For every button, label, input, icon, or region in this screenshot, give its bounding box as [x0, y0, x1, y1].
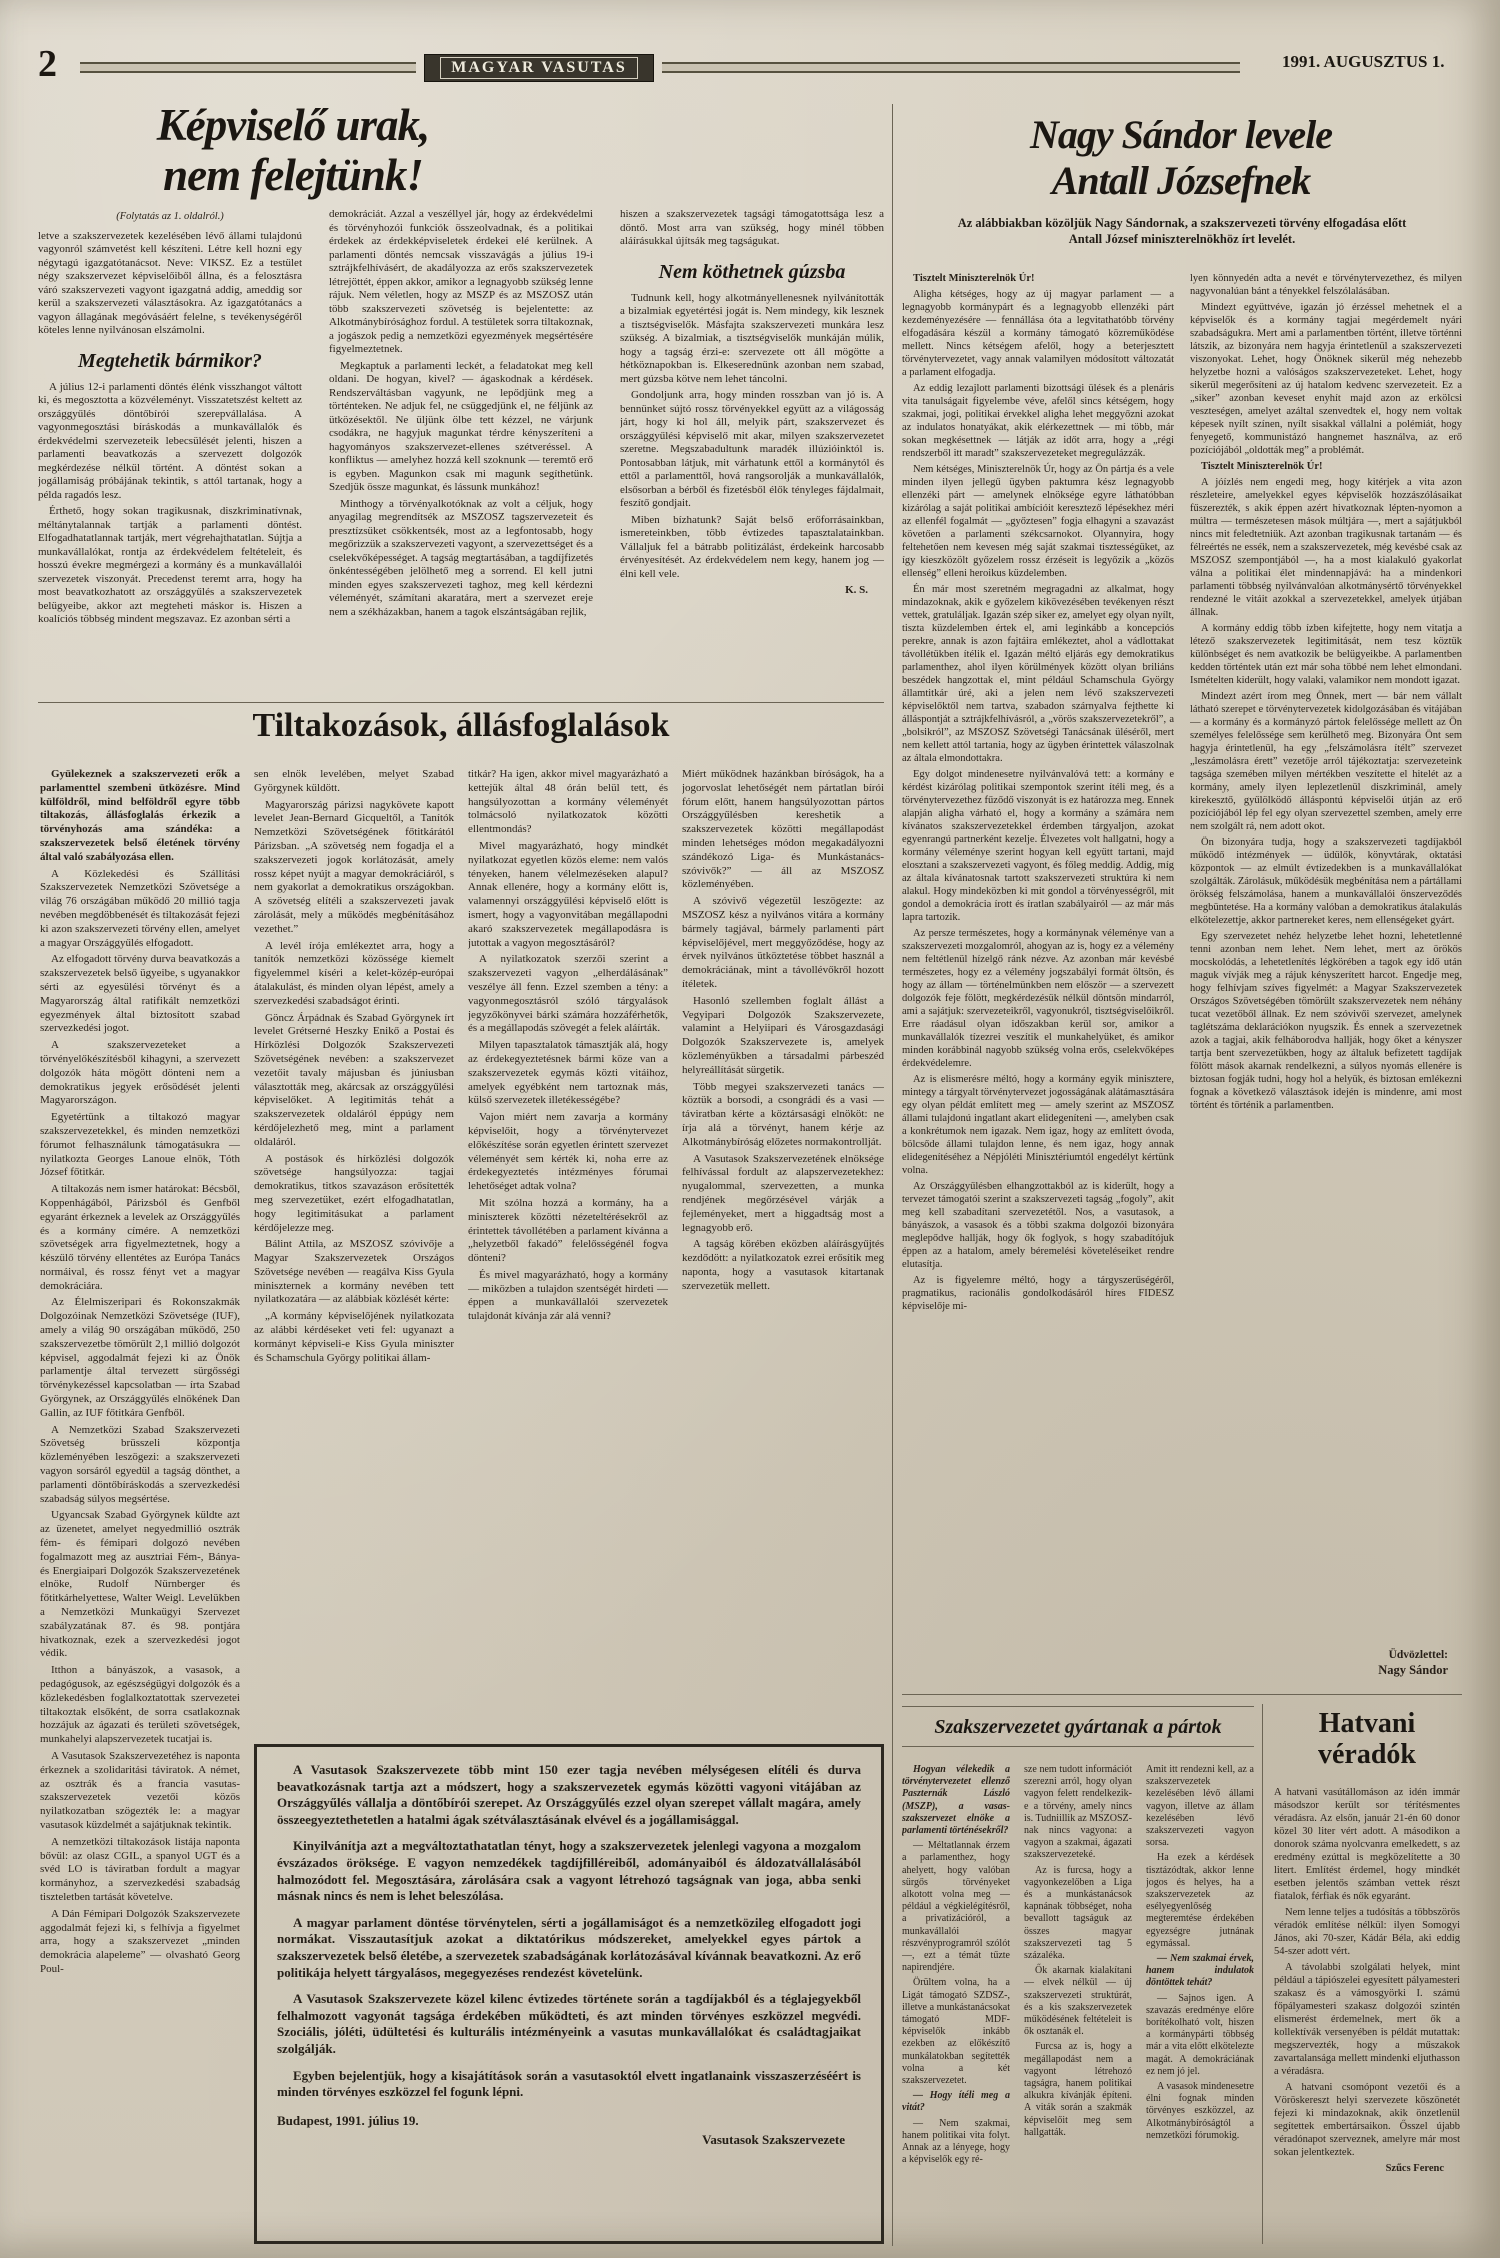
text-block: Az is furcsa, hogy a vagyonkezelőben a Liga és a munkástanácsok kapnának többséget, noha bevallott tagságuk az összes magyar szakszervezeti tag 5 százaléka. [1024, 1864, 1132, 1962]
text-block: — Nem szakmai, hanem politikai vita folyt. Annak az a lényege, hogy a képviselők egy ré- [902, 2117, 1010, 2166]
text-block: A Vasutasok Szakszervezete több mint 150 ezer tagja nevében mélységesen elítéli és durva beavatkozásnak tartja azt a módszert, hogy a szakszervezetek egymás közötti vagyoni vitájában az Országgyűlés vállalja a döntőbírói szerepet. Az Országgyűlés ezzel olyan szerepet vállalt magára, amely összeegyeztethetetlen a hatalmi ágak szétválasztásának elvével és a jogállamisággal. [277, 1762, 861, 1827]
protest-column-3 [468, 768, 668, 1728]
text-block: sze nem tudott információt szerezni arról, hogy olyan vagyon felett rendelkezik-e a törvény, amely nincs is. Tudniillik az MSZOSZ-nak nincs vagyona: a vagyon a szakmai, ágazati szakszervezeteké. [1024, 1764, 1132, 1861]
text-block: Mindezt együttvéve, igazán jó érzéssel mehetnek el a képviselők és a kormány tagjai megérdemelt nyári szabadságukra. Mert ami a parlamentben történt, illetve történni látszik, az bizonyára nem hagyja érintetlenül a szakszervezeti viszonyokat. Lehet, hogy Önöknek sikerül még nehezebb helyzetbe hozni a valóságos szakszervezeteket. Lehet, hogy sikerül megerősíteni az új hatalom kedvenc szervezeteit. Ez a „siker” azonban keveset enyhít majd azon az erkölcsi veszteségen, amelyet azáltal szenvedtek el, hogy nem voltak képesek nyílt színen, nyílt sisakkal vállalni a polémiát, hogy fenyegető, kommunistázó hangnemet használva, az erő pozíciójából „oldották meg” a problémát. [1190, 302, 1462, 456]
text-block: Megkaptuk a parlamenti leckét, a feladatokat meg kell oldani. De hogyan, kivel? — ágaskodnak a kérdések. Rendszerváltásban vagyunk, ne lepődjünk meg a történteken. Ne adjuk fel, ne csüggedjünk el, ne féljünk az ütközésektől. Ne üljünk ölbe tett kézzel, ne várjunk csodákra, ne hagyjuk magunkat térdre kényszeríteni a hagyományos szakszervezet-ellenes szétveréssel. A konfliktus — amelyhez hozzá kell szoknunk — teremtő erő is egyben. Magunkon csak mi magunk segíthetünk. Szedjük össze magunkat, és lássunk munkához! [329, 359, 593, 493]
protest-column-4 [682, 768, 884, 1728]
text-block: Hasonló szellemben foglalt állást a Vegyipari Dolgozók Szakszervezete, valamint a Helyiipari és Városgazdasági Dolgozók Szakszervezete is, amelyek közleményükben a társadalmi párbeszéd helyreállítását sürgetik. [682, 994, 884, 1076]
text-block: Mindezt azért írom meg Önnek, mert — bár nem vállalt látható szerepet e törvénytervezetek kidolgozásában és vitájában — a kormány és a kormányzó pártok felelőssége mellett az Ön személyes felelőssége sem kerülhető meg. Bizonyára Önt sem hagyja érintetlenül, ha egy „felszámolásra ítélt” szervezet „leszámolásra érett” vezetője arról tájékoztatja: szervezeteink tagsága szemében milyen mértékben veszítette el hitelét az a kormány, amely ilyen leplezetlenül diszkriminál, amely kirekesztő, gyűlölködő álláspontú képviselői útján az erő pozíciójából lép fel egy olyan szervezettel szemben, amely erre nem szolgált rá, nem adott okot. [1190, 691, 1462, 832]
text-block: demokráciát. Azzal a veszéllyel jár, hogy az érdekvédelmi és törvényhozói funkciók összeolvadnak, és a politikai érdekek az érdekképviseletek érdekei elé kerülnek. A parlamenti döntés nemcsak visszavágás a július 19-i sztrájkfelhívásért, de akadályozza az erős szakszervezetek létrejöttét, éppen akkor, amikor a legnagyobb szükség lenne rájuk. Nem véletlen, hogy az MSZP és az MSZOSZ után több szakszervezeti szövetség is bejelentette: az Alkotmánybírósághoz fordul. A testületek sorra tiltakoznak, a jogászok pedig a nemzetközi egyezmények megsértésére figyelmeztetnek. [329, 208, 593, 355]
parties-column-1 [902, 1764, 1010, 2244]
text-block: Amit itt rendezni kell, az a szakszervezetek kezelésében lévő állami vagyon, illetve az állam kezelésében lévő szakszervezeti vagyon sorsa. [1146, 1764, 1254, 1849]
text-block: A vasasok mindenesetre élni fognak minden törvényes eszközzel, az Alkotmánybíróságtól a nemzetközi fórumokig. [1146, 2081, 1254, 2141]
text-block: hiszen a szakszervezetek tagsági támogatottsága lesz a döntő. Most arra van szükség, hogy minél többen aláírásukkal újítsák meg tagságukat. [620, 208, 884, 247]
text-block: Tisztelt Miniszterelnök Úr! [1201, 461, 1323, 472]
text-block: Gondoljunk arra, hogy minden rosszban van jó is. A bennünket sújtó rossz törvényekkel együtt az a világosság járt, hogy ki hol áll, melyik párt, szakszervezet és országgyűlési képviselő mit akar, milyen szakszervezetet szeretne. Megszabadultunk maradék illúzióinktól is. Pontosabban látjuk, mit várhatunk ettől a kormánytól és ettől a parlamenttől, hová rangsorolják a munkavállalók, elsősorban a bérből és fizetésből élők tényleges fájdalmait, feszítő gondjait. [620, 389, 884, 509]
text-block: „A kormány képviselőjének nyilatkozata az alábbi kérdéseket veti fel: ugyanazt a kormányt képviseli-e Kiss Gyula miniszter és Schamschula György politikai állam- [254, 1310, 454, 1364]
text-block: Én már most szeretném megragadni az alkalmat, hogy mindazoknak, akik e győzelem kikövezésében tevékenyen részt vettek, gratuláljak. Igazán szép siker ez, amelyet egy olyan nyílt, tiszta küzdelemben értek el, ami leginkább a koncepciós perekre, annak is azon fajtáira emlékeztet, ahol a vádlottakat távollétükben ítélik el. Igazán méltó eljárás egy demokratikus parlamenthez, ahol ilyen körülmények között olyan briliáns beszédek hangzottak el, mint például Schamschula György államtitkár úré, aki a jelen nem lévő szakszervezeti képviselőktől nem tartva, szabadon szárnyalva fejthette ki álláspontját a sztrájkfelhívásról, a „vörös szakszervezetekről”, a „bolsikról”, az MSZOSZ Szövetségi Tanácsának üléséről, mert nem kellett attól tartania, hogy az ügyben érintettek válaszolnak az általa elmondottakra. [902, 584, 1174, 764]
parties-column-3 [1146, 1764, 1254, 2244]
letter-column-1 [902, 272, 1174, 1682]
main-column-rule [892, 104, 893, 2246]
text-block: A Közlekedési és Szállítási Szakszervezetek Nemzetközi Szövetsége a világ 76 országában működő 20 millió tagja nevében megdöbbenését és tiltakozását fejezi ki azon szakszervezeti törvény ellen, amelyet a magyar Országgyűlés elfogadott. [40, 867, 240, 949]
blood-headline [1274, 1708, 1460, 1770]
text-block: Az elfogadott törvény durva beavatkozás a szakszervezetek belső ügyeibe, s ugyanakkor sérti az egyesülési törvényt és a Magyarország által ratifikált nemzetközi egyezmények által biztosított szabad szervezkedési jogot. [40, 953, 240, 1035]
text-block: lyen könnyedén adta a nevét e törvénytervezethez, és milyen nagyvonalúan bánt a tényekkel felszólalásában. [1190, 273, 1462, 297]
blood-headline-line2: véradók [1318, 1739, 1416, 1770]
letter-signature: Nagy Sándor [1378, 1663, 1448, 1677]
text-block: — Sajnos igen. A szavazás eredménye előre borítékolható volt, hiszen a kormánypárti többség már a vita előtt elkötelezte magát. A demokráciának ez nem jó jel. [1146, 1992, 1254, 2077]
text-block: — Nem szakmai érvek, hanem indulatok döntöttek tehát? [1146, 1953, 1254, 1989]
lead-protest-rule [38, 702, 884, 703]
text-block: Mit szólna hozzá a kormány, ha a miniszterek közötti nézeteltérésekről az érintettek távollétében a parlament kívánna a „helyzetből fakadó” felelősségénél fogva dönteni? [468, 1196, 668, 1265]
text-block: Tudnunk kell, hogy alkotmányellenesnek nyilvánították a bizalmiak egyetértési jogát is. Nem mindegy, kik lesznek a tisztségviselők. Másfajta szakszervezeti munkára lesz szükség. A bizalmiak, a tisztségviselők munkáján múlik, hogy a tagság érzi-e: szervezete ott áll mögötte a hétköznapokban is. Elkeserednünk azonban nem szabad, mert gúzsba kötve nem lehet táncolni. [620, 291, 884, 385]
text-block: Itthon a bányászok, a vasasok, a pedagógusok, az egészségügyi dolgozók és a közlekedésben foglalkoztatottak szervezetei tiltakoztak elsőként, de sorra csatlakoznak hozzájuk az ágazati és területi szövetségek, munkahelyi alapszervezetek tucatjai is. [40, 1664, 240, 1746]
page-number: 2 [38, 43, 57, 85]
lead-column-1 [38, 208, 302, 700]
lead-column-3 [620, 208, 884, 700]
text-block: A levél írója emlékeztet arra, hogy a tanítók nemzetközi közössége kiemelt figyelemmel kíséri a kelet-közép-európai átalakulást, és minden olyan lépést, amely a szervezkedési szabadságot érinti. [254, 939, 454, 1007]
letter-column-2 [1190, 272, 1462, 1682]
text-block: Az persze természetes, hogy a kormánynak véleménye van a szakszervezeti mozgalomról, ahogyan az is, hogy ez a vélemény nem feltétlenül hízelgő ránk nézve. Az azonban már kevésbé természetes, hogy ez a vélemény jogszabályi formát öltsön, és hogy az állam — történelmünkben nem először — a szervezett dolgozók feje fölött, megkérdezésük nélkül döntsön mindarról, ami a sajátjuk: szervezeteikről, vagyonukról, tisztségviselőikről. Erre ráadásul olyan időszakban kerül sor, amikor a munkavállalók tízezrei veszítik el munkahelyüket, és amikor minden korábbinál nagyobb szükség volna erős, cselekvőképes érdekvédelemre. [902, 928, 1174, 1069]
text-block: Egy szervezetet nehéz helyzetbe lehet hozni, lehetetlenné tenni azonban nem lehet. Nem lehet, mert az örökös mocskolódás, a lehetetlenítés légkörében a tagok egy idő után maguk vívják meg a rájuk kényszerített harcot. Engedje meg, hogy felhívjam szíves figyelmét: a Magyar Szakszervezetek Országos Szövetségében tömörült szakszervezetek nem néhány tucat vezetőből állnak. Ez nem szóvivői szervezet, amelynek taglétszáma deklarációkon nyugszik. És ennek a szervezetnek azok a tagjai, akik felháborodva hallják, hogy őket a kényszer tartja bent szervezetükben, hogy az általuk befizetett tagdíjak fölött mások akarnak rendelkezni, a súlyos nyomás ellenére is biztosan fogják tudni, hogy hol a helyük, és biztosan emlékezni fognak a következő választások idején is mindenre, ami most történt és történik a parlamentben. [1190, 931, 1462, 1111]
column-subhead: Nem köthetnek gúzsba [658, 260, 846, 283]
right-section-rule [902, 1694, 1462, 1695]
text-block: Miben bízhatunk? Saját belső erőforrásainkban, ismereteinkben, több évtizedes tapasztalatainkban. Vállaljuk fel a bátrabb politizálást, érdekeink harcosabb érvényesítését. Az érdekvédelem nem kegy, hanem jog — élni kell vele. [620, 513, 884, 580]
letter-headline [902, 112, 1460, 204]
text-block: Érthető, hogy sokan tragikusnak, diszkriminatívnak, méltánytalannak tartják a parlamenti döntést. Elfogadhatatlannak tartják, mert végrehajthatatlan. Sújtja a munkavállalókat, rontja az érdekvédelem feltételeit, és hosszú évekre megmérgezi a kormány és a munkavállalói szervezetek viszonyát. Precedenst teremt arra, hogy ha most beavatkozhatott az országgyűlés a szakszervezetek belügyeibe, akkor azt megteheti máskor is. Hiszen a koalíciós többség mindent megszavaz. Ez azonban sérti a [38, 505, 302, 625]
letter-signature-block [1378, 1648, 1448, 1678]
text-block: Az is figyelemre méltó, hogy a tárgyszerűségéről, pragmatikus, racionális gondolkodásáról híres FIDESZ képviselője mi- [902, 1275, 1174, 1312]
lead-headline-line2: nem felejtünk! [163, 150, 423, 200]
parties-column-2 [1024, 1764, 1132, 2244]
letter-closing: Üdvözlettel: [1388, 1649, 1448, 1661]
lead-headline-line1: Képviselő urak, [156, 100, 430, 150]
letter-headline-line2: Antall Józsefnek [1051, 158, 1311, 203]
text-block: Az eddig lezajlott parlamenti bizottsági ülések és a plenáris vita tanulságait figyelembe véve, afelől sincs kétségem, hogy szakmai, jogi, politikai érvekkel aligha lehet meggyőzni azokat az indulatos honatyákat, akik elérkezettnek — mi több, már sokan megkésettnek — látják az időt arra, hogy a „régi rendszerből itt maradt” szakszervezeteket megregulázzák. [902, 383, 1174, 459]
text-block: Magyarország párizsi nagykövete kapott levelet Jean-Bernard Gicqueltől, a Tanítók Nemzetközi Szövetségének főtitkárától Párizsban. „A szövetség nem fogadja el a szakszervezeti jogok korlátozását, amely rossz képet nyújt a magyar demokráciáról, s nem gyakorlat a demokratikus országokban. A szövetség elítéli a szakszervezeti javak zárolását, mely a működés megbénításához vezethet.” [254, 798, 454, 935]
signature: Szűcs Ferenc [1385, 2163, 1444, 2174]
column-subhead: Megtehetik bármikor? [78, 349, 262, 372]
lead-column-2 [329, 208, 593, 700]
text-block: Egyetértünk a tiltakozó magyar szakszervezetekkel, és minden nemzetközi fórumot felhasználunk támogatásukra — nyilatkozta Georges Lanoue elnök, Tóth József főtitkár. [40, 1111, 240, 1179]
text-block: Az Országgyűlésben elhangzottakból az is kiderült, hogy a tervezet támogatói szerint a szakszervezeti tagság „fogoly”, akit meg kell szabadítani szervezetétől. Nos, a vasutasok, a bányászok, a vasasok és a többi szakma dolgozói bizonyára meglepődve hallják, hogy ők foglyok, s hogy szabadítójuk éppen az a hatalom, amely béremelési követeléseiket rendre elutasítja. [902, 1181, 1174, 1270]
text-block: Ugyancsak Szabad Györgynek küldte azt az üzenetet, amelyet negyedmillió osztrák fém- és fémipari dolgozó nevében fogalmazott meg az ausztriai Fém-, Bánya- és Energiaipari Dolgozók Szakszervezetének elnöke, Rudolf Nürnberger és főtitkárhelyettese, Walter Weigl. Levelükben a Nemzetközi Munkaügyi Szervezet szabályzatának 87. és 98. pontjára hivatkoznak, ezek a szervezkedési jogot védik. [40, 1509, 240, 1660]
text-block: Ők akarnak kialakítani — elvek nélkül — új szakszervezeti struktúrát, és a kis szakszervezetek működésének feltételeit is ők osztanák el. [1024, 1965, 1132, 2038]
text-block: A szóvivő végezetül leszögezte: az MSZOSZ kész a nyilvános vitára a kormány bármely tagjával, bármely parlamenti párt képviselőjével, mert meggyőződése, hogy az érvek nyilvános ütköztetése többet használ a demokráciának, mint a távollévőkről hozott ítéletek. [682, 895, 884, 990]
text-block: titkár? Ha igen, akkor mivel magyarázható a kettejük által 48 órán belül tett, és hangsúlyozottan a kormány véleményét tolmácsoló nyilatkozatok közötti ellentmondás? [468, 768, 668, 836]
masthead-title: MAGYAR VASUTAS [440, 57, 637, 79]
lead-headline [58, 100, 528, 200]
text-block: Nem lenne teljes a tudósítás a többszörös véradók említése nélkül: ilyen Somogyi János, aki 70-szer, Kádár Béla, aki eddig 54-szer adott vért. [1274, 1907, 1460, 1957]
text-block: Vajon miért nem zavarja a kormány képviselőit, hogy a törvénytervezet előkészítése során egyetlen érintett szervezet véleményét sem kérték ki, noha erre az érdekegyeztetés intézményes fórumai lehetőséget adtak volna? [468, 1111, 668, 1193]
text-block: A hatvani csomópont vezetői és a Vöröskereszt helyi szervezete köszönetét fejezi ki mindazoknak, akik önzetlenül segítettek embertársaikon. Ősszel újabb véradónapot szerveznek, amelyre már most sokan jelentkeztek. [1274, 2082, 1460, 2158]
text-block: A kormány eddig több ízben kifejtette, hogy nem vitatja a létező szakszervezetek legitimitását, nem tesz köztük különbséget és nem avatkozik be belügyeikbe. A parlamentben kedden történtek után ezt már soha többé nem lehet elmondani. Ismételten kiderült, hogy valaki, valamikor nem mondott igazat. [1190, 623, 1462, 686]
text-block: Göncz Árpádnak és Szabad Györgynek írt levelet Grétserné Heszky Enikő a Postai és Hírközlési Dolgozók Szakszervezeti Szövetségének nevében: a szakszervezet vezetőit tavaly májusban és júniusban választották meg, akárcsak az országgyűlési képviselőket. A legitimitás tehát a szakszervezetek oldaláról éppúgy nem kérdőjelezhető meg, mint a parlament oldaláról. [254, 1011, 454, 1148]
letter-headline-line1: Nagy Sándor levele [1030, 112, 1332, 157]
text-block: — Méltatlannak érzem a parlamenthez, hogy ahelyett, hogy valóban sürgős törvényeket alkotott volna meg — például a végkielégítésről, a privatizációról, a munkavállalói részvényprogramról szólót —, ezt a témát tűzte napirendjére. [902, 1840, 1010, 1974]
text-block: (Folytatás az 1. oldalról.) [116, 211, 224, 222]
text-block: Aligha kétséges, hogy az új magyar parlament — a legnagyobb kormánypárt és a legnagyobb ellenzéki párt kezdeményezésére — fennállása óta a legvitathatóbb törvény elfogadására készül a kormány támogató közreműködése mellett. Nincs kétségem afelől, hogy a beterjesztett törvénytervezetet, vagy annak valamilyen módosított változatát a parlament elfogadja. [902, 289, 1174, 378]
text-block: Több megyei szakszervezeti tanács — köztük a borsodi, a csongrádi és a vasi — táviratban kérte a köztársasági elnököt: ne írja alá a törvényt, hanem kérje az Alkotmánybíróság előzetes normakontrollját. [682, 1080, 884, 1148]
letter-intro: Az alábbiakban közöljük Nagy Sándornak, a szakszervezeti törvény elfogadása előtt Antall József miniszterelnökhöz írt levelét. [957, 216, 1407, 246]
text-block: A július 12-i parlamenti döntés élénk visszhangot váltott ki, és megosztotta a közvéleményt. Visszatetszést keltett az országgyűlés döntőbírói szerepvállalása. A vagyonmegosztási bíráskodás a munkavállalók és érdekvédelmi szervezeteik lebecsülését jelenti, hiszen a parlamenti beavatkozás a szervezett dolgozók megkérdezése nélkül történt. A döntést sokan a jogállamiság próbájának tekintik, s attól tartanak, hogy a példa ragadós lesz. [38, 380, 302, 501]
text-block: A postások és hírközlési dolgozók szövetsége hangsúlyozza: tagjai demokratikus, titkos szavazáson erősítették meg szervezetüket, ezért elfogadhatatlan, hogy legitimitásukat a parlament kérdőjelezze meg. [254, 1152, 454, 1234]
text-block: Minthogy a törvényalkotóknak az volt a céljuk, hogy anyagilag megrendítsék az MSZOSZ tagszervezeteit és presztízsüket csökkentsék, most az a legfontosabb, hogy megőrizzük a szakszervezeti vagyont, a szervezettséget és a cselekvőképességet. A tagság megtartásában, a tagdíjfizetés önkéntességében jelölhető meg a sorrend. El kell jutni minden egyes szakszervezeti taghoz, meg kell kérdezni véleményét, számítani akaratára, mert a szervezet ereje nem a székházakban, hanem a tagok elszántságában rejlik, [329, 497, 593, 618]
text-block: És mivel magyarázható, hogy a kormány — miközben a tulajdon szentségét hirdeti — éppen a munkavállalói szervezetek tulajdonát kívánja zár alá venni? [468, 1268, 668, 1323]
header-rule-right [662, 62, 1240, 73]
text-block: — Hogy ítéli meg a vitát? [902, 2090, 1010, 2114]
text-block: A jóízlés nem engedi meg, hogy kitérjek a vita azon részleteire, amelyekkel egyes képviselők hozzászólásaikat fűszerezték, s akik éppen azért hivatkoznak lépten-nyomon a múltra — természetesen mások múltjára —, mert a sajátjukból nincs mit feledtetniük. Azt azonban tragikusnak tartanám — és félreértés ne essék, nem a szakszervezetek, még kevésbé csak az MSZOSZ szempontjából —, ha a most kialakuló gyakorlat válna a politikai élet mindennapjává: ha a mindenkori parlamenti többség nyilvánvalóan alkotmánysértő törvényekkel rendezné le vitáit azokkal a szervezetekkel, amelyek útjában állnak. [1190, 477, 1462, 618]
text-block: A Dán Fémipari Dolgozók Szakszervezete aggodalmát fejezi ki, s felhívja a figyelmet arra, hogy a szakszervezet „minden demokrácia alapeleme” — olvasható Georg Poul- [40, 1907, 240, 1975]
text-block: Ha ezek a kérdések tisztázódtak, akkor lenne jogos és helyes, ha a szakszervezetek az esélyegyenlőség megteremtése érdekében egyezségre jutnának egymással. [1146, 1852, 1254, 1949]
text-block: A Vasutasok Szakszervezetének elnöksége felhívással fordult az alapszervezetekhez: nyugalommal, szervezetten, a munka rendjének megőrzésével várják a fejleményeket, mert a higgadtság most a legnagyobb erő. [682, 1152, 884, 1234]
text-block: A távolabbi szolgálati helyek, mint például a tápiószelei egyesített pályamesteri szakasz és a vámosgyörki I. számú főpályamesteri szakasz dolgozói szintén elismerést érdemelnek, mert ők a kollektívák versenyében is példát mutattak: megszervezték, hogy a műszakok zavartalansága mellett mindenki eljuthasson a véradásra. [1274, 1962, 1460, 2077]
text-block: A tiltakozás nem ismer határokat: Bécsből, Koppenhágából, Párizsból és Genfből egyaránt érkeznek a levelek az Országgyűlés és a kormány címére. A nemzetközi szövetségek arra figyelmeztetnek, hogy a készülő törvény ellentétes az Európa Tanács normáival, és rossz fényt vet a magyar demokráciára. [40, 1183, 240, 1292]
text-block: A nyilatkozatok szerzői szerint a szakszervezeti vagyon „elherdálásának” veszélye áll fenn. Ezzel szemben a tény: a vagyonmegosztásról szóló tárgyalások jegyzőkönyvei bárki számára hozzáférhetők, és a megállapodás szövegét a felek aláírták. [468, 953, 668, 1035]
text-block: Tisztelt Miniszterelnök Úr! [913, 273, 1035, 284]
text-block: Mivel magyarázható, hogy mindkét nyilatkozat egyetlen közös eleme: nem valós tényeken, hanem vélelmezéseken alapul? Annak ellenére, hogy a kormány előtt is, valamennyi országgyűlési képviselő előtt is ismert, hogy a vagyonvitában megállapodni akaró szakszervezetek megállapodásra is jutottak a vagyon megosztásáról? [468, 839, 668, 949]
blood-headline-line1: Hatvani [1318, 1708, 1416, 1739]
text-block: A magyar parlament döntése törvénytelen, sérti a jogállamiságot és a nemzetközileg elfogadott jogi normákat. Visszautasítjuk azokat a diktatórikus módszereket, amelyekkel egyes pártok a szakszervezetek belső életébe, a szervezetek szabadságának korlátozásával kívánnak beavatkozni. Az erő politikája helyett tárgyalásos, megegyezéses rendezést követelünk. [277, 1914, 861, 1980]
text-block: A Vasutasok Szakszervezetéhez is naponta érkeznek a szolidaritási táviratok. A német, az osztrák és a francia vasutas-szakszervezetek vezetői közös nyilatkozatban szögezték le: a magyar vasutasok küzdelmét a sajátjuknak tekintik. [40, 1749, 240, 1831]
text-block: A tagság körében eközben aláírásgyűjtés kezdődött: a nyilatkozatok ezrei erősítik meg naponta, hogy a vasutasok kitartanak szervezetük mellett. [682, 1238, 884, 1292]
text-block: Egy dolgot mindenesetre nyilvánvalóvá tett: a kormány e kérdést kizárólag politikai szempontok szerint ítéli meg, és a törvénytervezethez fűződő viszonyát is ez határozza meg. Ennek alapján aligha várható el, hogy a kormány a számára nem kívánatos szakszervezetekkel érdemben tárgyaljon, azokat egyenrangú partnerként kezelje. Élvezetes volt hallgatni, hogy a kormány véleménye szerint hogyan kell együtt tartani, majd elosztani a szakszervezeti vagyont, és főleg meddig. Addig, míg az általa kívánatosnak tartott szakszervezeti struktúra ki nem alakul. Hogy mindeközben ki mit gondol a törvényességről, mit gondol a demokrácia írott és íratlan szabályairól — az már más lapra tartozik. [902, 769, 1174, 923]
text-block: Hogyan vélekedik a törvénytervezetet ellenző Paszternák László (MSZP), a vasas-szakszervezet elnöke a parlamenti történésekről? [902, 1764, 1010, 1837]
text-block: Ön bizonyára tudja, hogy a szakszervezeti tagdíjakból működő intézmények — üdülők, könyvtárak, oktatási központok — az elmúlt évtizedekben is a munkavállalókat szolgálták. Zárolásuk, működésük megbénítása nem a pártállami örökség felszámolása, hanem a munkavállalói önszerveződés megbüntetése. Ha a kormány valóban a demokratikus átalakulás elkötelezettje, akkor partnereket keres, nem ellenségeket gyárt. [1190, 837, 1462, 926]
masthead-box [424, 54, 654, 82]
text-block: A szakszervezeteket a törvényelőkészítésből kihagyni, a szervezett dolgozók háta mögött dönteni nem a demokratikus jegyek erősödését jelenti Magyarországon. [40, 1039, 240, 1107]
statement-box [254, 1744, 884, 2244]
text-block: A Nemzetközi Szabad Szakszervezeti Szövetség brüsszeli központja közleményében leszögezi: a szakszervezeti vagyon sorsáról egyedül a tagság dönthet, a parlamenti döntőbíráskodás a szervezkedési szabadság súlyos megsértése. [40, 1423, 240, 1505]
parties-headline: Szakszervezetet gyártanak a pártok [902, 1706, 1254, 1747]
text-block: A nemzetközi tiltakozások listája naponta bővül: az olasz CGIL, a spanyol UGT és a svéd LO is táviratban fordult a magyar kormányhoz, a szervezkedési szabadság tiszteletben tartását követelve. [40, 1835, 240, 1903]
text-block: sen elnök levelében, melyet Szabad Györgynek küldött. [254, 768, 454, 794]
bottom-right-rule [1262, 1704, 1263, 2244]
text-block: letve a szakszervezetek kezelésében lévő állami tulajdonú vagyonról számvetést kell készíteni. Létre kell hozni egy négytagú igazgatótanácsot. Neve: VIKSZ. Ez a testület négy szakszervezet képviselőiből állna, és a felosztásra váró szakszervezeti vagyont igazgatná addig, ameddig sor kerül a szakszervezeti választásokra. Az igazgatótanács a vagyon állagának megóvásáért felelne, s tevékenységéről köteles lenne nyilvánosan elszámolni. [38, 229, 302, 336]
text-block: Kinyilvánítja azt a megváltoztathatatlan tényt, hogy a szakszervezetek jelenlegi vagyona a mozgalom évszázados öröksége. E vagyon nemzedékek tagdíjfilléreiből, adományaiból és áldozatvállalásából halmozódott fel. Megosztására, zárolására csak a vagyont létrehozó tagságnak van joga, abba senki másnak nincs és nem is lehet beleszólása. [277, 1838, 861, 1904]
text-block: Örültem volna, ha a Ligát támogató SZDSZ-, illetve a munkástanácsokat támogató MDF-képviselők inkább ezekben az előkészítő munkálatokban segítették volna a két szakszervezetet. [902, 1977, 1010, 2087]
text-block: A hatvani vasútállomáson az idén immár másodszor került sor térítésmentes véradásra. Az elsőn, január 21-én 60 donor közel 30 liter vért adott. A másodikon a donorok száma nyolcvanra emelkedett, s az eredmény ezúttal is megközelítette a 30 litert. Említést érdemel, hogy mindkét esetben jelentős számban vettek részt fiatalok, férfiak és nők egyaránt. [1274, 1787, 1460, 1902]
text-block: Bálint Attila, az MSZOSZ szóvivője a Magyar Szakszervezetek Országos Szövetsége nevében — reagálva Kiss Gyula miniszternek a kormány nevében tett nyilatkozatára — az alábbiak közlését kérte: [254, 1238, 454, 1306]
signature: Vasutasok Szakszervezete [702, 2132, 845, 2148]
text-block: A Vasutasok Szakszervezete közel kilenc évtizedes története során a tagdíjakból és a téglajegyekből felhalmozott vagyonát tagsága érdekében működteti, és azt minden törvényes eszközzel megvédi. Szociális, jóléti, üdültetési és kulturális intézményeink a vasutas munkavállalókat és családtagjaikat szolgálják. [277, 1991, 861, 2056]
header-rule-left [80, 62, 416, 73]
protest-column-2 [254, 768, 454, 1728]
issue-date: 1991. AUGUSZTUS 1. [1282, 52, 1445, 71]
text-block: Egyben bejelentjük, hogy a kisajátítások során a vasutasoktól elvett ingatlanaink visszaszerzéséért is minden törvényes eszközzel fel fogunk lépni. [277, 2067, 861, 2100]
text-block: Miért működnek hazánkban bíróságok, ha a jogorvoslat lehetőségét nem pártatlan bírói fórum előtt, hanem hangsúlyozottan pártos Országgyűlésben kereshetik a szakszervezetek közötti megállapodást minden lehetséges módon megakadályozni szándékozó Liga- és Munkástanács-szóvivők?” — áll az MSZOSZ közleményében. [682, 768, 884, 891]
text-block: Furcsa az is, hogy a megállapodást nem a vagyont létrehozó tagságra, hanem politikai alkukra kívánják építeni. A viták során a szakmák képviselőit meg sem hallgatták. [1024, 2041, 1132, 2138]
text-block: Nem kétséges, Miniszterelnök Úr, hogy az Ön pártja és a vele minden ilyen jellegű ügyben paktumra kész legnagyobb ellenzéki párt — amelynek elnöksége egyre láthatóbban kizárólag a saját politikai ambícióit keresztező lépésekhez méri az ellenfél fogalmát — „győztesen” fogja elhagyni a szavazást követően a parlamenti székcsarnokot. Olyannyira, hogy feltehetően nem kevesen még saját szakmai tisztességüket, az így kieszközölt győzelem rossz érzéseit is legyőzik a „közös ellenség” elleni heroikus küzdelemben. [902, 464, 1174, 579]
text-block: Az is elismerésre méltó, hogy a kormány egyik minisztere, mintegy a tárgyalt törvénytervezet jogosságának alátámasztására egy olyan példát említett meg — amely szerint az MSZOSZ állami tulajdonú ingatlant akart elidegeníteni —, amelyben csak a konkrétumok nem igazak. Nem igaz, hogy az említett óvoda, bölcsőde állami tulajdon lenne, és nem igaz, hogy annak elidegenítéséhez a Népjóléti Minisztériumtól engedélyt kértünk volna. [902, 1074, 1174, 1176]
signature: K. S. [845, 584, 868, 596]
text-block: Az Élelmiszeripari és Rokonszakmák Dolgozóinak Nemzetközi Szövetsége (IUF), amely a világ 90 országában működő, 250 szakszervezetbe tömörült 2,1 millió dolgozót képvisel, aggodalmát fejezi ki az Önök parlamentje által tervezett sürgősségi törvénykezéssel kapcsolatban — írta Szabad Györgynek, az Országgyűlés elnökének Dan Gallin, az IUF főtitkára Genfből. [40, 1296, 240, 1419]
protest-headline: Tiltakozások, állásfoglalások [252, 707, 670, 744]
text-block: Milyen tapasztalatok támasztják alá, hogy az érdekegyeztetésnek bármi köze van a szakszervezetek egymás közti vitáihoz, amelyek egyébként nem tartoznak más, külső szervezetek illetékességébe? [468, 1039, 668, 1107]
protest-column-1 [40, 768, 240, 2244]
text-block: Gyülekeznek a szakszervezeti erők a parlamenttel szembeni ütközésre. Mind külföldről, mind belföldről egyre több tiltakozás, állásfoglalás érkezik a törvényhozás ama szándéka: a szakszervezetek belső életének törvény által való szabályozása ellen. [40, 768, 240, 863]
blood-column [1274, 1786, 1460, 2244]
letter-column-2-text [1190, 272, 1462, 1112]
text-block: Budapest, 1991. július 19. [277, 2112, 419, 2128]
